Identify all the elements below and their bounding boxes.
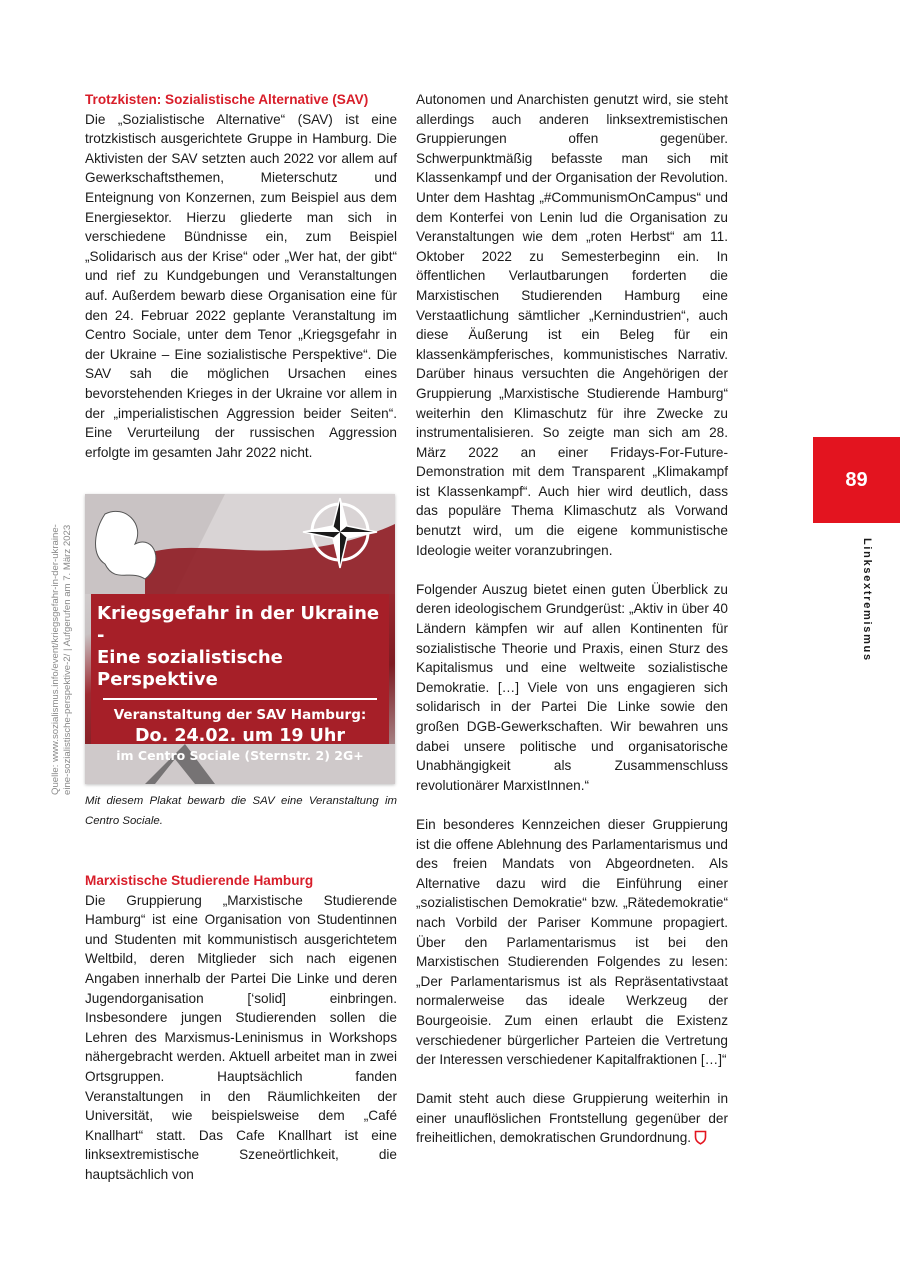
poster-place: im Centro Sociale (Sternstr. 2) 2G+ <box>116 748 364 764</box>
shield-end-icon <box>694 1130 707 1151</box>
poster-title-line2: Eine sozialistische Perspektive <box>97 647 283 691</box>
paragraph-marxistische-studierende: Die Gruppierung „Marxistische Studierende Hamburg“ ist eine Organisation von Studentinnen und Studenten mit kommunistisch ausgerichtetem Weltbild, deren Mitglieder sich nach eigenen Angaben innerhalb der Partei Die Linke und deren Jugendorganisation [‘solid] einbringen. Insbesondere jungen Studierenden sollen die Lehren des Marxismus-Leninismus in Workshops nähergebracht werden. Aktuell arbeitet man in zwei Ortsgruppen. Hauptsächlich fanden Veranstaltungen in den Räumlichkeiten der Universität, wie beispielsweise dem „Café Knallhart“ statt. Das Cafe Knallhart ist eine linksextremistische Szeneörtlichkeit, die hauptsächlich von <box>85 892 397 1182</box>
heading-sav: Trotzkisten: Sozialistische Alternative (SAV) <box>85 92 369 107</box>
source-note-line2: eine-sozialistische-perspektive-2/ | Aufgerufen am 7. März 2023 <box>62 524 73 795</box>
paragraph-right-4-text: Damit steht auch diese Gruppierung weiterhin in einer unauflöslichen Frontstellung gegenüber der freiheitlichen, demokratischen Grundordnung. <box>416 1091 728 1146</box>
page-number: 89 <box>845 468 868 491</box>
poster-title-line1: Kriegsgefahr in der Ukraine - <box>97 603 380 647</box>
poster-date: Do. 24.02. um 19 Uhr <box>135 726 345 747</box>
paragraph-right-1: Autonomen und Anarchisten genutzt wird, sie steht allerdings auch anderen linksextremistischen Gruppierungen offen gegenüber. Schwerpunktmäßig befasste man sich mit Klassenkampf und der Organisation der Revolution. Unter dem Hashtag „#CommunismOnCampus“ und dem Konterfei von Lenin lud die Organisation zu Veranstaltungen wie dem „roten Herbst“ am 11. Oktober 2022 zu Semesterbeginn ein. In öffentlichen Verlautbarungen forderten die Marxistischen Studierenden Hamburg eine Verstaatlichung sämtlicher „Kernindustrien“, auch diese Äußerung ist ein Beleg für ein klassenkämpferisches, kommunistisches Narrativ. Darüber hinaus versuchten die Angehörigen der Gruppierung „Marxistische Studierende Hamburg“ weiterhin den Klimaschutz für ihre Zwecke zu instrumentalisieren. So zeigte man sich am 28. März 2022 an einer Fridays-For-Future-Demonstration mit dem Transparent „Klimakampf ist Klassenkampf“. Auch hier wird deutlich, dass das populäre Thema Klimaschutz als Vorwand benutzt wird, um die eigene kommunistische Ideologie weiter voranzubringen. <box>416 92 728 558</box>
poster-caption: Mit diesem Plakat bewarb die SAV eine Veranstaltung im Centro Sociale. <box>85 795 397 827</box>
sav-poster-image <box>85 494 395 784</box>
paragraph-right-3: Ein besonderes Kennzeichen dieser Gruppierung ist die offene Ablehnung des Parlamentarismus und des freien Mandats von Abgeordneten. Als Alternative dazu wird die Einführung einer „sozialistischen Demokratie“ bzw. „Rätedemokratie“ nach Vorbild der Pariser Kommune propagiert. Über den Parlamentarismus ist bei den Marxistischen Studierenden Folgendes zu lesen: „Der Parlamentarismus ist als Repräsentativstaat normalerweise das ideale Werkzeug der Bourgeoisie. Zum einen erlaubt die Existenz verschiedener bürgerlicher Parteien die Vertretung der Interessen verschiedener Kapitalfraktionen […]“ <box>416 816 728 1068</box>
paragraph-sav: Die „Sozialistische Alternative“ (SAV) ist eine trotzkistisch ausgerichtete Gruppe in Hamburg. Die Aktivisten der SAV setzten auch 2022 vor allem auf Gewerkschaftsthemen, Mieterschutz und Enteignung von Konzernen, zum Beispiel aus dem Energiesektor. Hierzu gliederte man sich in verschiedene Bündnisse ein, zum Beispiel „Solidarisch aus der Krise“ oder „Wer hat, der gibt“ und rief zu Kundgebungen und Veranstaltungen auf. Außerdem bewarb diese Organisation eine für den 24. Februar 2022 geplante Veranstaltung im Centro Sociale, unter dem Tenor „Kriegsgefahr in der Ukraine – Eine sozialistische Perspektive“. Die SAV sah die möglichen Ursachen eines bevorstehenden Krieges in der Ukraine vor allem in der „imperialistischen Aggression beider Seiten“. Eine Verurteilung der russischen Aggression erfolgte im gesamten Jahr 2022 nicht. <box>85 111 397 460</box>
poster-text-panel <box>91 594 389 764</box>
left-column <box>85 90 397 1185</box>
poster-divider <box>103 698 377 700</box>
heading-marxistische-studierende: Marxistische Studierende Hamburg <box>85 873 314 889</box>
section-label: Linksextremismus <box>861 538 873 662</box>
right-column <box>416 90 728 1151</box>
source-note <box>50 485 74 795</box>
poster-subtitle: Veranstaltung der SAV Hamburg: <box>113 707 367 724</box>
source-note-line1: Quelle: www.sozialismus.info/event/kriegsgefahr-in-der-ukraine- <box>50 524 61 795</box>
page-number-tab <box>813 437 900 523</box>
paragraph-right-2: Folgender Auszug bietet einen guten Überblick zu deren ideologischem Grundgerüst: „Aktiv in über 40 Ländern kämpfen wir auf allen Kontinenten für sozialistische Theorie und Praxis, einen Sturz des Kapitalismus und eine weltweite sozialistische Demokratie. […] Viele von uns engagieren sich solidarisch in der Partei Die Linke sowie den großen DGB-Gewerkschaften. Wir bewahren uns dabei unsere politische und organisatorische Unabhängigkeit als Zusammenschluss revolutionärer MarxistInnen.“ <box>416 581 728 793</box>
paragraph-right-4 <box>416 1089 728 1151</box>
